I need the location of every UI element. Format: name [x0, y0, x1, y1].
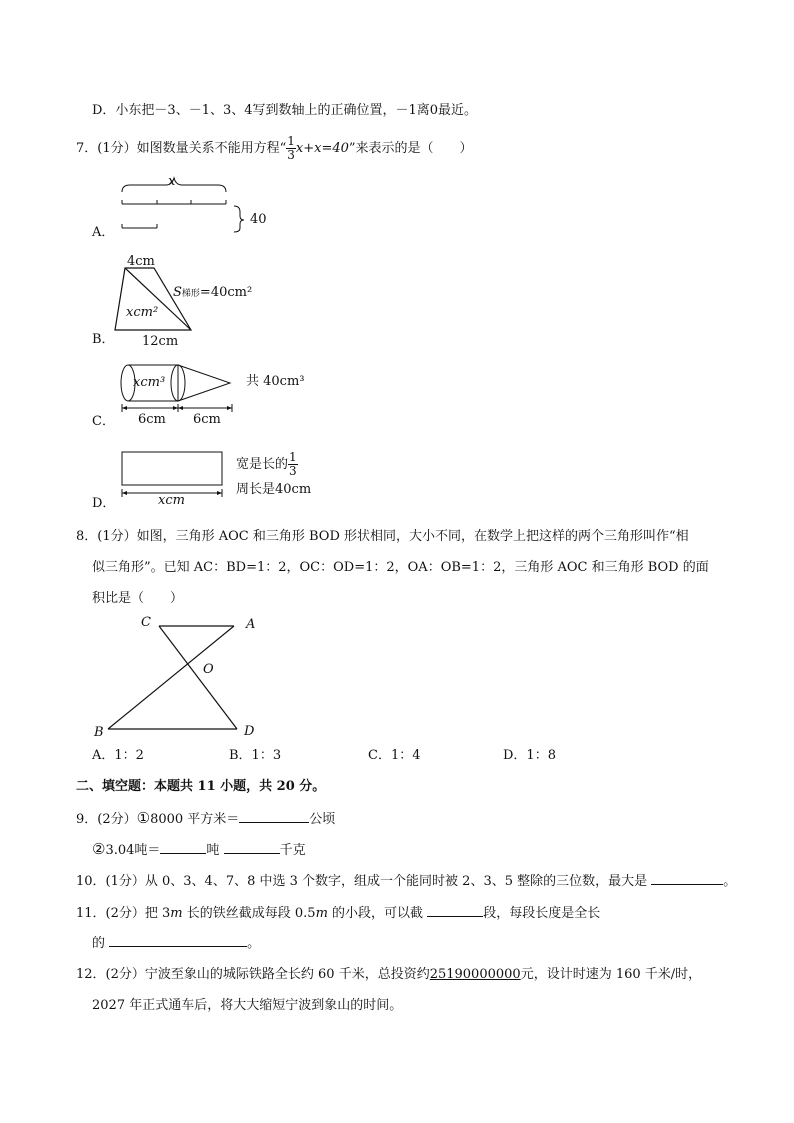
q9-line-1 — [76, 809, 335, 829]
q7-equation: x+x=40 — [295, 141, 349, 156]
q8-option-d[interactable]: D．1：8 — [503, 748, 556, 763]
q12-text-1b: 元，设计时速为 160 千米/时， — [520, 967, 702, 982]
q7d-frac-den: 3 — [289, 464, 297, 478]
q7-stem — [76, 135, 473, 162]
q7a-x-label: x — [168, 174, 176, 189]
q7b-s-symbol: S — [173, 285, 182, 300]
q7c-right-length: 6cm — [193, 412, 221, 427]
q7-fraction — [286, 135, 296, 162]
q7-stem-post: ”来表示的是（ ） — [348, 141, 473, 156]
q7d-width-desc: 宽是长的 — [236, 457, 289, 472]
q9-circle-1: ① — [136, 809, 151, 827]
q9-item-1: 8000 平方米＝ — [150, 812, 240, 827]
q9-blank-2[interactable] — [160, 840, 206, 854]
q12-line-1 — [76, 966, 701, 984]
q7-label-b: B． — [92, 332, 115, 347]
q8-point-c: C — [141, 615, 151, 630]
q11-text-2a: 的 — [92, 936, 106, 951]
q7d-rectangle — [122, 452, 222, 485]
q7-stem-pre: 7．(1分）如图数量关系不能用方程“ — [76, 141, 287, 156]
q7c-cone — [178, 365, 230, 401]
q11-unit-m2: m — [315, 906, 328, 921]
q7b-s-value: =40cm² — [199, 285, 253, 300]
q8-option-a[interactable]: A．1：2 — [92, 748, 144, 763]
q11-blank-2[interactable] — [109, 933, 247, 947]
q7a-right-brace — [234, 206, 244, 232]
q9-circle-2: ② — [92, 840, 106, 858]
q7-frac-num: 1 — [287, 134, 295, 148]
q11-line-1 — [76, 903, 600, 923]
q9-prefix: 9．(2分） — [76, 812, 137, 827]
q8-option-c[interactable]: C．1：4 — [368, 748, 421, 763]
q7d-perimeter-text: 周长是40cm — [236, 482, 312, 497]
q12-line-2: 2027 年正式通车后，将大大缩短宁波到象山的时间。 — [92, 998, 403, 1013]
q11-text-1a: 11．(2分）把 3 — [76, 906, 171, 921]
q10-text: 10．(1分）从 0、3、4、7、8 中选 3 个数字，组成一个能同时被 2、3、5 整除的三位数，最大是 — [76, 874, 648, 889]
q9-line-2 — [92, 840, 306, 860]
q11-line-2 — [92, 933, 260, 953]
q9-unit-1: 公顷 — [309, 812, 336, 827]
q11-text-1c: 的小段，可以截 — [327, 906, 424, 921]
q7-label-a: A． — [92, 225, 115, 240]
q10-line — [76, 871, 736, 891]
q11-unit-m1: m — [170, 906, 183, 921]
q11-text-2b: 。 — [247, 936, 261, 951]
q11-text-1d: 段，每段长度是全长 — [483, 906, 601, 921]
q7c-left-length: 6cm — [138, 412, 166, 427]
q7d-frac-num: 1 — [289, 450, 297, 464]
q9-item-2: 3.04吨＝ — [105, 843, 161, 858]
q8-point-a: A — [246, 617, 256, 632]
q12-investment-number: 25190000000 — [429, 967, 521, 982]
q10-blank[interactable] — [651, 871, 723, 885]
q8-option-b[interactable]: B．1：3 — [229, 748, 282, 763]
q11-text-1b: 长的铁丝截成每段 0.5 — [182, 906, 316, 921]
q8-line-3: 积比是（ ） — [92, 591, 184, 606]
q7b-area-label: xcm² — [126, 305, 159, 320]
q7b-top-label: 4cm — [127, 254, 155, 269]
q8-line-2: 似三角形”。已知 AC：BD=1：2，OC：OD=1：2，OA：OB=1：2，三角形 AOC 和三角形 BOD 的面 — [92, 560, 709, 575]
q6-option-d: D．小东把－3、－1、3、4写到数轴上的正确位置，－1离0最近。 — [92, 103, 478, 118]
q7-label-c: C． — [92, 414, 115, 429]
q7b-s-subscript: 梯形 — [181, 289, 200, 299]
q7c-total-volume: 共 40cm³ — [246, 374, 305, 389]
q7b-bottom-label: 12cm — [142, 334, 179, 349]
q8-point-d: D — [244, 724, 255, 739]
section-2-title: 二、填空题：本题共 11 小题，共 20 分。 — [76, 779, 326, 794]
q7d-fraction — [288, 451, 298, 478]
q12-text-1a: 12．(2分）宁波至象山的城际铁路全长约 60 千米，总投资约 — [76, 967, 430, 982]
q7-label-d: D． — [92, 496, 116, 511]
q7d-width-text — [236, 451, 298, 478]
q7a-total-label: 40 — [250, 212, 267, 227]
q7b-trapezoid-area — [173, 284, 252, 303]
q8-line-1: 8．(1分）如图，三角形 AOC 和三角形 BOD 形状相同，大小不同，在数学上把这样的两个三角形叫作“相 — [76, 529, 689, 544]
q9-blank-1[interactable] — [239, 809, 309, 823]
q9-unit-2b: 千克 — [279, 843, 306, 858]
q7d-length-label: xcm — [158, 493, 185, 508]
q8-point-b: B — [94, 725, 104, 740]
q10-end: 。 — [723, 874, 737, 889]
q9-unit-2a: 吨 — [206, 843, 220, 858]
q9-blank-3[interactable] — [224, 840, 280, 854]
q7-frac-den: 3 — [287, 148, 295, 162]
q8-point-o: O — [203, 662, 214, 677]
q7c-volume-label: xcm³ — [133, 375, 166, 390]
q11-blank-1[interactable] — [427, 903, 483, 917]
